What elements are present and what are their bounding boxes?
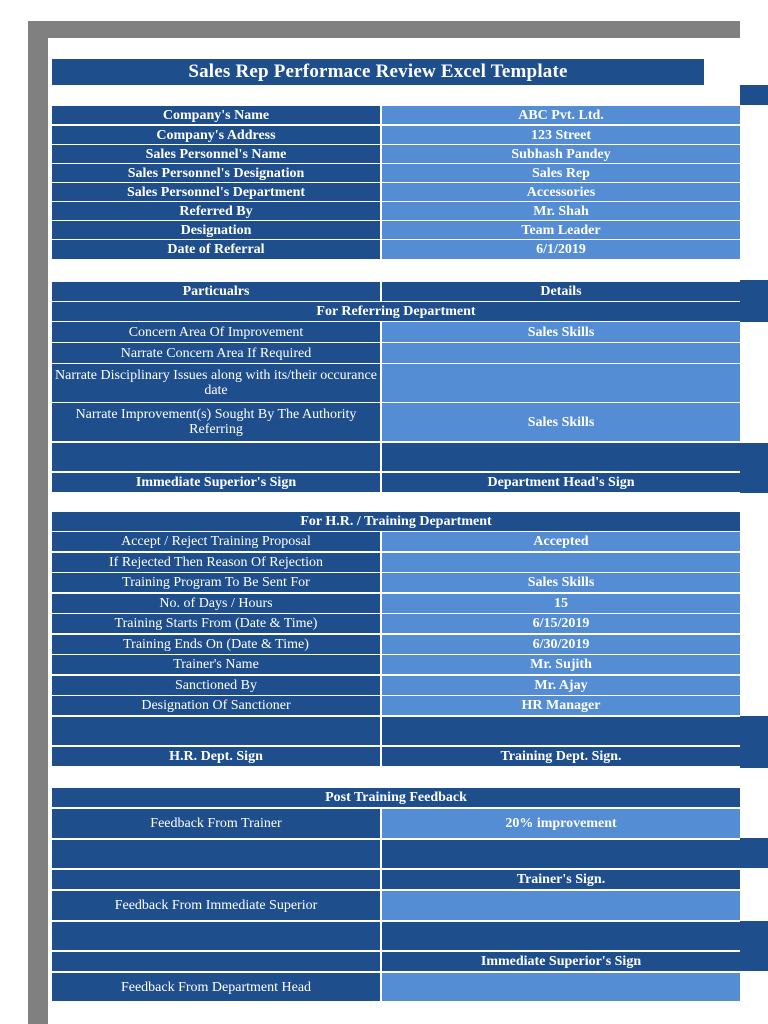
section-title-row	[52, 788, 740, 807]
row-value[interactable]: ABC Pvt. Ltd.	[382, 106, 740, 124]
row-label: Training Ends On (Date & Time)	[52, 635, 380, 654]
row-label: Sanctioned By	[52, 676, 380, 695]
row-value[interactable]	[382, 364, 740, 402]
row-label: Trainer's Name	[52, 655, 380, 674]
signature-space[interactable]	[52, 443, 380, 471]
table-row	[52, 614, 740, 633]
row-label: Designation Of Sanctioner	[52, 696, 380, 715]
row-value[interactable]: Sales Skills	[382, 403, 740, 441]
row-label: Sales Personnel's Department	[52, 183, 380, 201]
table-row	[52, 573, 740, 592]
table-row	[52, 891, 740, 920]
signature-row	[52, 747, 740, 766]
row-label: Sales Personnel's Name	[52, 145, 380, 163]
table-row	[52, 635, 740, 654]
row-label: Date of Referral	[52, 240, 380, 259]
immediate-superior-sign-label: Immediate Superior's Sign	[382, 952, 740, 971]
section-title: For Referring Department	[52, 302, 740, 321]
table-row	[52, 343, 740, 363]
sign-label-left	[52, 870, 380, 889]
row-label: Feedback From Trainer	[52, 809, 380, 838]
signature-row	[52, 870, 740, 889]
row-value[interactable]	[382, 891, 740, 920]
accent-strip	[740, 921, 768, 971]
table-row	[52, 126, 740, 144]
row-label: Narrate Concern Area If Required	[52, 343, 380, 363]
frame-top-border	[28, 21, 740, 38]
table-row	[52, 809, 740, 838]
accent-strip	[740, 838, 768, 868]
section-title-row	[52, 302, 740, 321]
row-value[interactable]	[382, 973, 740, 1001]
row-value[interactable]: 20% improvement	[382, 809, 740, 838]
table-row	[52, 553, 740, 572]
row-label: If Rejected Then Reason Of Rejection	[52, 553, 380, 572]
signature-row	[52, 952, 740, 971]
signature-space[interactable]	[382, 922, 740, 950]
row-value[interactable]: 6/15/2019	[382, 614, 740, 633]
sign-label-left	[52, 952, 380, 971]
table-row	[52, 202, 740, 220]
row-label: Feedback From Department Head	[52, 973, 380, 1001]
row-value[interactable]: HR Manager	[382, 696, 740, 715]
row-value[interactable]: 15	[382, 594, 740, 613]
signature-space-row	[52, 840, 740, 868]
signature-space-row	[52, 922, 740, 950]
row-label: Accept / Reject Training Proposal	[52, 532, 380, 551]
row-label: Designation	[52, 221, 380, 239]
row-value[interactable]: 123 Street	[382, 126, 740, 144]
table-row	[52, 973, 740, 1001]
table-row	[52, 364, 740, 402]
table-row	[52, 594, 740, 613]
row-label: Company's Name	[52, 106, 380, 124]
signature-space[interactable]	[382, 717, 740, 745]
row-label: Company's Address	[52, 126, 380, 144]
accent-strip	[740, 85, 768, 105]
row-label: Narrate Improvement(s) Sought By The Authority Referring	[52, 403, 380, 441]
signature-space[interactable]	[52, 922, 380, 950]
table-row	[52, 240, 740, 259]
sign-label-right: Training Dept. Sign.	[382, 747, 740, 766]
row-label: Concern Area Of Improvement	[52, 322, 380, 342]
row-value[interactable]: Sales Skills	[382, 573, 740, 592]
table-row	[52, 696, 740, 715]
signature-space[interactable]	[52, 717, 380, 745]
row-value[interactable]: Mr. Ajay	[382, 676, 740, 695]
row-value[interactable]: Accepted	[382, 532, 740, 551]
accent-strip	[740, 716, 768, 768]
sign-label-right: Department Head's Sign	[382, 473, 740, 492]
signature-space[interactable]	[382, 840, 740, 868]
row-label: No. of Days / Hours	[52, 594, 380, 613]
column-header-details: Details	[382, 282, 740, 301]
sign-label-left: H.R. Dept. Sign	[52, 747, 380, 766]
table-row	[52, 676, 740, 695]
signature-space[interactable]	[52, 840, 380, 868]
row-label: Sales Personnel's Designation	[52, 164, 380, 182]
table-row	[52, 106, 740, 124]
table-row	[52, 322, 740, 342]
signature-space-row	[52, 717, 740, 745]
row-label: Narrate Disciplinary Issues along with its/their occurance date	[52, 364, 380, 402]
signature-space[interactable]	[382, 443, 740, 471]
row-value[interactable]: Accessories	[382, 183, 740, 201]
table-row	[52, 164, 740, 182]
row-value[interactable]: 6/1/2019	[382, 240, 740, 259]
row-value[interactable]: Sales Rep	[382, 164, 740, 182]
page-title: Sales Rep Performace Review Excel Template	[52, 59, 704, 85]
row-value[interactable]: Team Leader	[382, 221, 740, 239]
column-header-particulars: Particualrs	[52, 282, 380, 301]
section-title: For H.R. / Training Department	[52, 512, 740, 531]
table-row	[52, 145, 740, 163]
row-value[interactable]: Sales Skills	[382, 322, 740, 342]
section-title: Post Training Feedback	[52, 788, 740, 807]
row-label: Referred By	[52, 202, 380, 220]
frame-left-border	[28, 21, 48, 1024]
row-value[interactable]: 6/30/2019	[382, 635, 740, 654]
table-row	[52, 403, 740, 441]
row-label: Training Program To Be Sent For	[52, 573, 380, 592]
table-row	[52, 532, 740, 551]
section-title-row	[52, 512, 740, 531]
accent-strip	[740, 443, 768, 493]
table-row	[52, 655, 740, 674]
table-row	[52, 183, 740, 201]
signature-space-row	[52, 443, 740, 471]
trainer-sign-label: Trainer's Sign.	[382, 870, 740, 889]
signature-row	[52, 473, 740, 492]
row-label: Training Starts From (Date & Time)	[52, 614, 380, 633]
table-header-row	[52, 282, 740, 301]
row-value[interactable]: Mr. Sujith	[382, 655, 740, 674]
row-value[interactable]	[382, 343, 740, 363]
row-value[interactable]: Subhash Pandey	[382, 145, 740, 163]
row-value[interactable]	[382, 553, 740, 572]
row-value[interactable]: Mr. Shah	[382, 202, 740, 220]
table-row	[52, 221, 740, 239]
row-label: Feedback From Immediate Superior	[52, 891, 380, 920]
sign-label-left: Immediate Superior's Sign	[52, 473, 380, 492]
accent-strip	[740, 280, 768, 322]
